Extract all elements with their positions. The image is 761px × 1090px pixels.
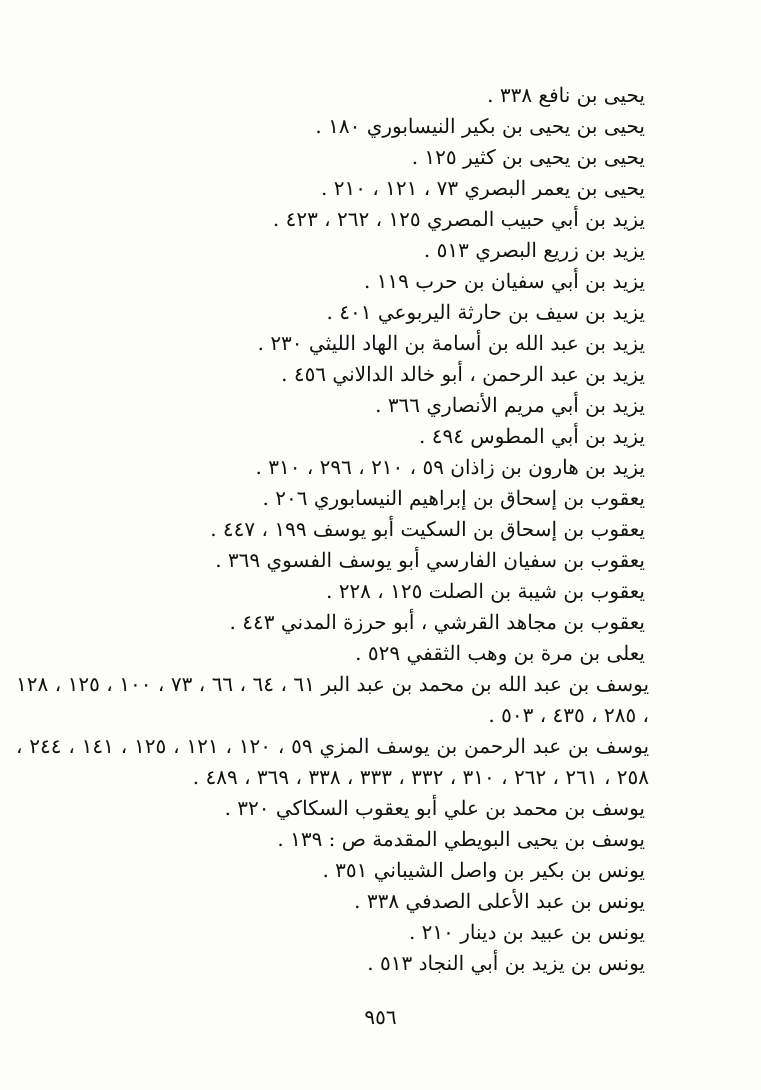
index-entry: يعقوب بن إسحاق بن السكيت أبو يوسف ١٩٩ ، ٤٤٧ . xyxy=(210,517,645,541)
index-entry: يزيد بن أبي سفيان بن حرب ١١٩ . xyxy=(363,269,645,293)
index-entry: يوسف بن عبد الله بن محمد بن عبد البر ٦١ ، ٦٤ ، ٦٦ ، ٧٣ ، ١٠٠ ، ١٢٥ ، ١٢٨ ، ٢٨٥ ، ٤٣٥ ، ٥٠٣ . xyxy=(16,672,650,727)
index-entry: يزيد بن هارون بن زاذان ٥٩ ، ٢١٠ ، ٢٩٦ ، ٣١٠ . xyxy=(255,455,645,479)
index-entry: يعقوب بن إسحاق بن إبراهيم النيسابوري ٢٠٦ . xyxy=(262,486,645,510)
index-entries xyxy=(16,80,650,979)
index-entry: يعلى بن مرة بن وهب الثقفي ٥٢٩ . xyxy=(355,641,645,665)
index-entry: يعقوب بن شيبة بن الصلت ١٢٥ ، ٢٢٨ . xyxy=(325,579,645,603)
index-entry: يونس بن يزيد بن أبي النجاد ٥١٣ . xyxy=(367,951,645,975)
index-entry: يوسف بن محمد بن علي أبو يعقوب السكاكي ٣٢٠ . xyxy=(224,796,645,820)
index-entry: يحيى بن يحيى بن كثير ١٢٥ . xyxy=(411,145,645,169)
index-entry: يعقوب بن مجاهد القرشي ، أبو حرزة المدني ٤٤٣ . xyxy=(229,610,645,634)
index-entry: يزيد بن أبي حبيب المصري ١٢٥ ، ٢٦٢ ، ٤٢٣ . xyxy=(272,207,645,231)
index-entry: يونس بن بكير بن واصل الشيباني ٣٥١ . xyxy=(322,858,645,882)
index-entry: يزيد بن عبد الرحمن ، أبو خالد الدالاني ٤٥٦ . xyxy=(281,362,645,386)
index-entry: يزيد بن زريع البصري ٥١٣ . xyxy=(423,238,645,262)
index-entry: يعقوب بن سفيان الفارسي أبو يوسف الفسوي ٣٦٩ . xyxy=(215,548,645,572)
index-entry: يزيد بن أبي المطوس ٤٩٤ . xyxy=(419,424,645,448)
index-entry: يحيى بن نافع ٣٣٨ . xyxy=(487,83,645,107)
index-entry: يحيى بن يعمر البصري ٧٣ ، ١٢١ ، ٢١٠ . xyxy=(321,176,645,200)
index-entry: يونس بن عبيد بن دينار ٢١٠ . xyxy=(408,920,645,944)
index-entry: يزيد بن أبي مريم الأنصاري ٣٦٦ . xyxy=(375,393,645,417)
index-entry: يزيد بن سيف بن حارثة اليربوعي ٤٠١ . xyxy=(326,300,645,324)
index-entry: يوسف بن يحيى البويطي المقدمة ص : ١٣٩ . xyxy=(277,827,645,851)
index-entry: يوسف بن عبد الرحمن بن يوسف المزي ٥٩ ، ١٢٠ ، ١٢١ ، ١٢٥ ، ١٤١ ، ٢٤٤ ، ٢٥٨ ، ٢٦١ ، ٢٦٢ ، ٣١٠ ، ٣٣٢ ، ٣٣٣ ، ٣٣٨ ، ٣٦٩ ، ٤٨٩ . xyxy=(16,734,650,789)
index-entry: يونس بن عبد الأعلى الصدفي ٣٣٨ . xyxy=(354,889,645,913)
index-entry: يحيى بن يحيى بن بكير النيسابوري ١٨٠ . xyxy=(315,114,645,138)
page-number: ٩٥٦ xyxy=(364,1005,397,1029)
index-entry: يزيد بن عبد الله بن أسامة بن الهاد الليثي ٢٣٠ . xyxy=(257,331,645,355)
